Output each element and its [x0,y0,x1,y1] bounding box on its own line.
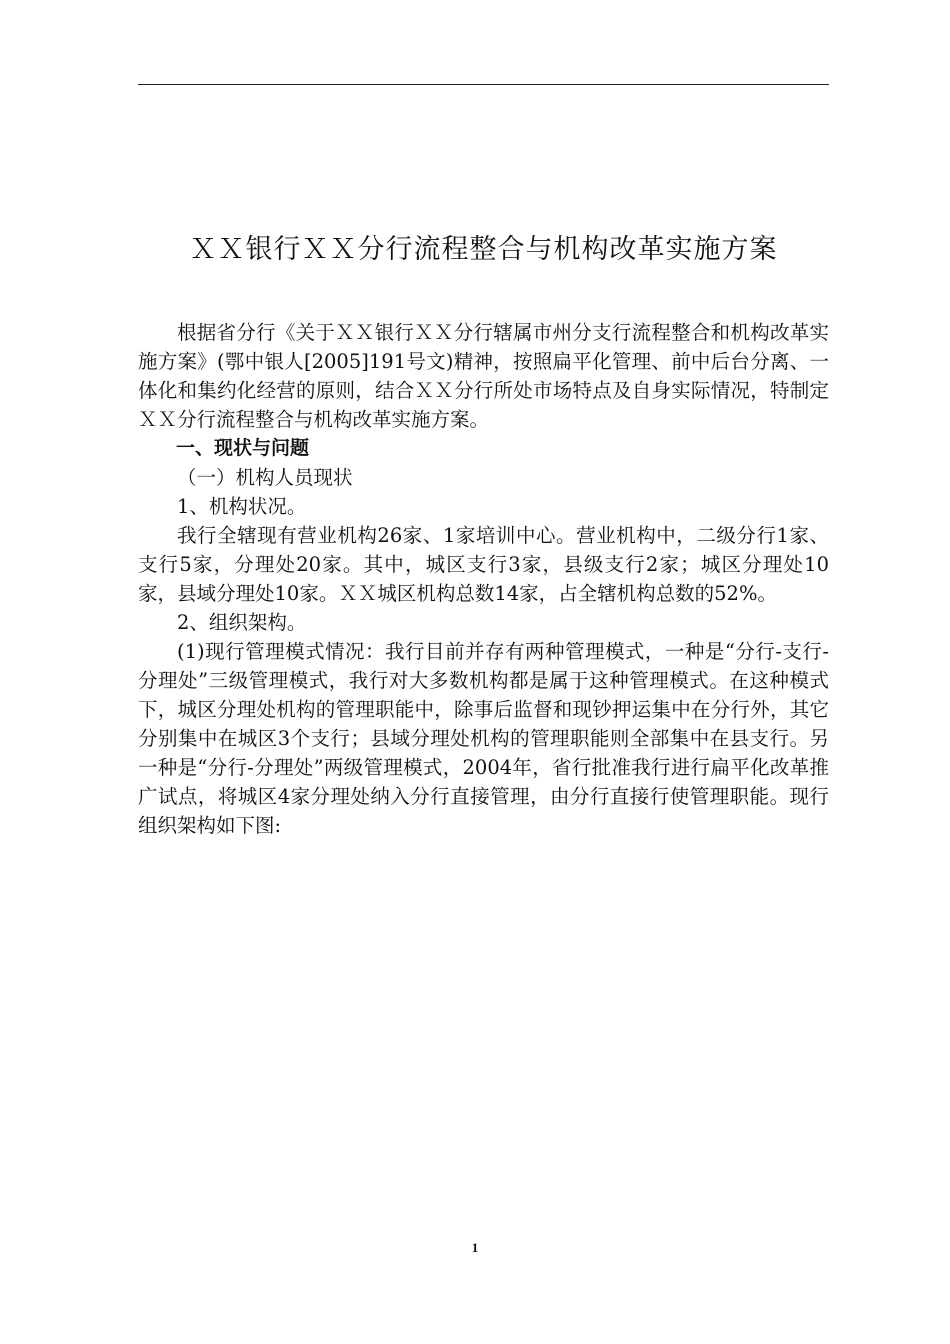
item-heading-org-structure: 2、组织架构。 [177,611,307,634]
institution-status-paragraph: 我行全辖现有营业机构26家、1家培训中心。营业机构中，二级分行1家、支行5家，分理处20家。其中，城区支行3家，县级支行2家；城区分理处10家，县域分理处10家。ＸＸ城区机构总数14家，占全辖机构总数的52%。 [138,524,829,605]
management-mode-paragraph: (1)现行管理模式情况：我行目前并存有两种管理模式，一种是“分行-支行-分理处”三级管理模式，我行对大多数机构都是属于这种管理模式。在这种模式下，城区分理处机构的管理职能中，除事后监督和现钞押运集中在分行外，其它分别集中在城区3个支行；县域分理处机构的管理职能则全部集中在县支行。另一种是“分行-分理处”两级管理模式，2004年，省行批准我行进行扁平化改革推广试点，将城区4家分理处纳入分行直接管理，由分行直接行使管理职能。现行组织架构如下图: [138,640,829,837]
subsection-heading-staff-status: （一）机构人员现状 [177,466,353,489]
header-rule [138,84,829,85]
page-number: 1 [471,1240,479,1255]
intro-paragraph: 根据省分行《关于ＸＸ银行ＸＸ分行辖属市州分支行流程整合和机构改革实施方案》(鄂中银人[2005]191号文)精神，按照扁平化管理、前中后台分离、一体化和集约化经营的原则，结合ＸＸ分行所处市场特点及自身实际情况，特制定ＸＸ分行流程整合与机构改革实施方案。 [138,321,829,431]
document-body [138,318,829,840]
section-heading-status-issues: 一、现状与问题 [176,437,310,459]
item-heading-institution-status: 1、机构状况。 [177,495,307,518]
document-title: ＸＸ银行ＸＸ分行流程整合与机构改革实施方案 [189,234,778,265]
